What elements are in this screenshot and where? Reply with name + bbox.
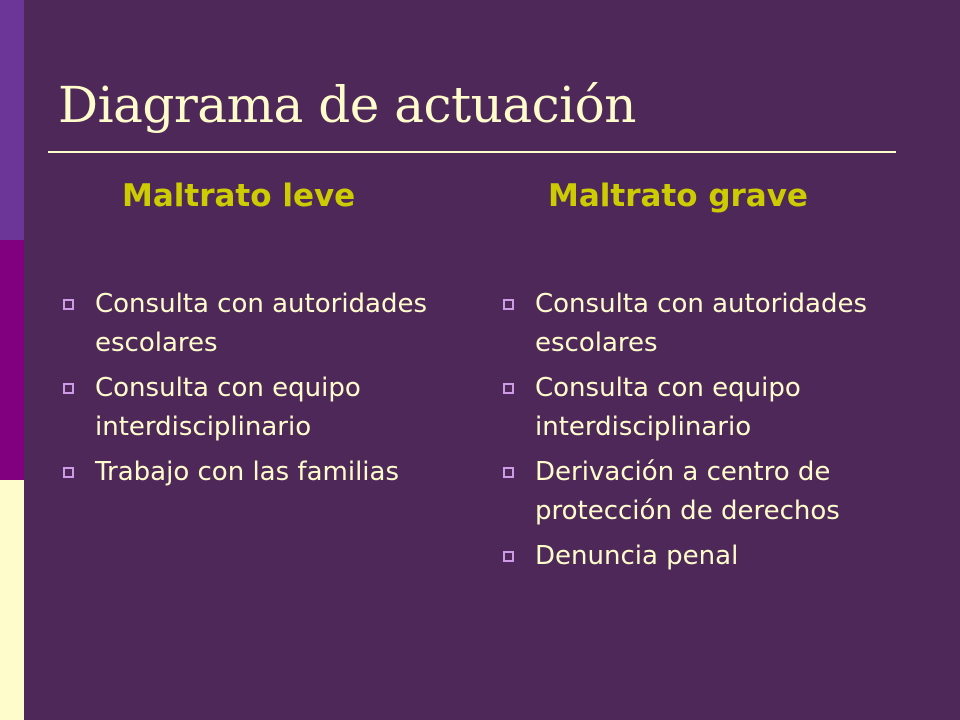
hollow-square-bullet-icon bbox=[503, 551, 514, 562]
hollow-square-bullet-icon bbox=[63, 467, 74, 478]
hollow-square-bullet-icon bbox=[63, 383, 74, 394]
hollow-square-bullet-icon bbox=[503, 383, 514, 394]
list-item bbox=[60, 453, 460, 492]
list-item-text: Consulta con autoridades escolares bbox=[535, 289, 868, 358]
list-item-text: Denuncia penal bbox=[535, 541, 739, 571]
list-item-text: Consulta con equipo interdisciplinario bbox=[535, 373, 801, 442]
list-item bbox=[60, 369, 460, 447]
list-item bbox=[60, 285, 460, 363]
list-item-text: Derivación a centro de protección de derechos bbox=[535, 457, 840, 526]
title-underline bbox=[48, 151, 896, 153]
heading-maltrato-leve: Maltrato leve bbox=[122, 178, 356, 214]
list-maltrato-leve bbox=[60, 285, 460, 498]
heading-maltrato-grave: Maltrato grave bbox=[548, 178, 808, 214]
left-accent-band-middle bbox=[0, 240, 24, 480]
hollow-square-bullet-icon bbox=[503, 467, 514, 478]
list-item-text: Trabajo con las familias bbox=[95, 457, 399, 487]
list-maltrato-grave bbox=[500, 285, 920, 582]
list-item bbox=[500, 285, 920, 363]
list-item bbox=[500, 369, 920, 447]
left-accent-band-top bbox=[0, 0, 24, 240]
hollow-square-bullet-icon bbox=[503, 299, 514, 310]
hollow-square-bullet-icon bbox=[63, 299, 74, 310]
list-item-text: Consulta con autoridades escolares bbox=[95, 289, 428, 358]
slide-title: Diagrama de actuación bbox=[58, 76, 636, 134]
list-item bbox=[500, 537, 920, 576]
list-item bbox=[500, 453, 920, 531]
left-accent-band-bottom bbox=[0, 480, 24, 720]
list-item-text: Consulta con equipo interdisciplinario bbox=[95, 373, 361, 442]
